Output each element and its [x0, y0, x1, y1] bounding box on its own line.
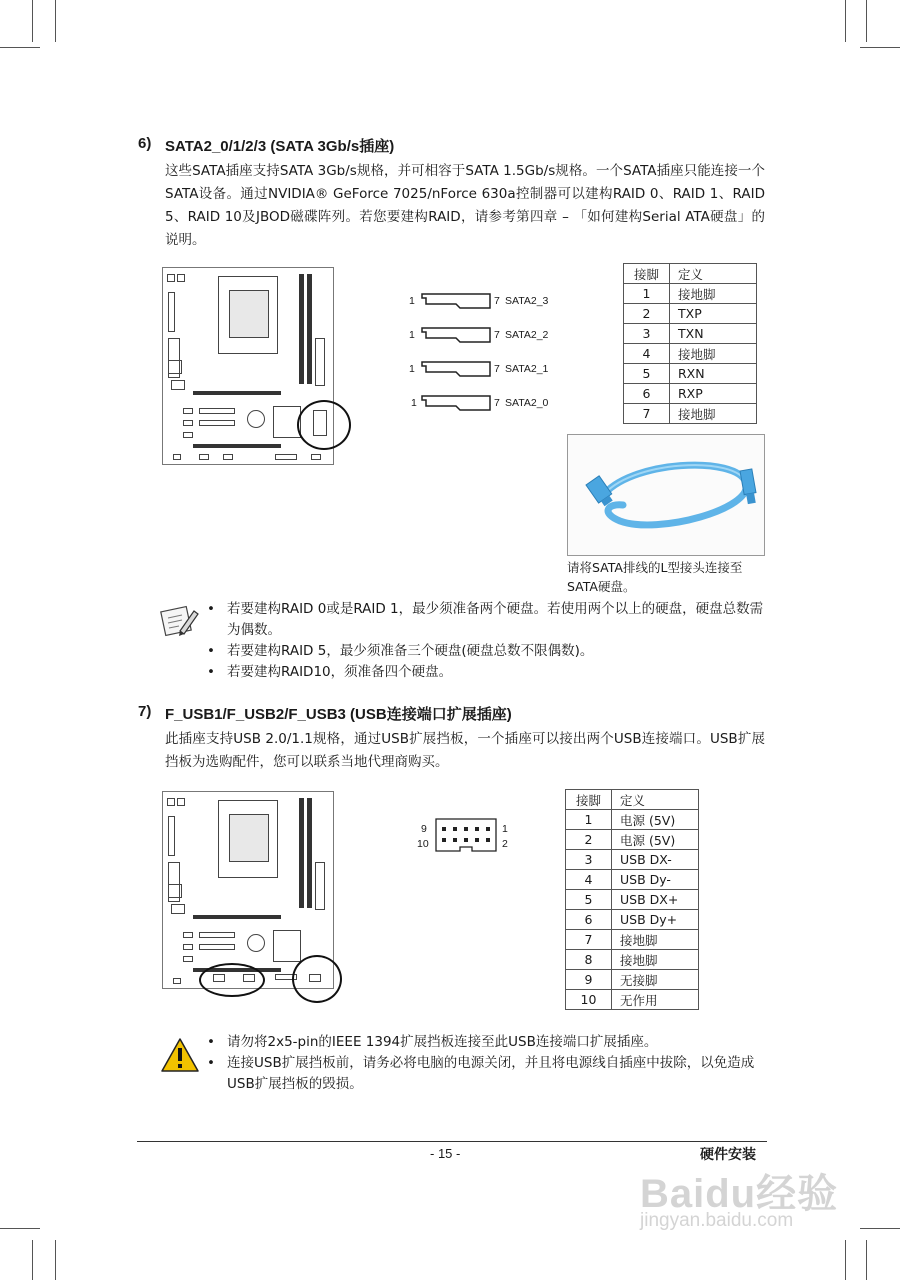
table-row	[624, 344, 757, 364]
table-cell: 7	[624, 404, 670, 424]
footer-section-name: 硬件安装	[700, 1147, 756, 1163]
table-row	[566, 950, 699, 970]
section-number: 6)	[138, 135, 152, 152]
usb-pin-label: 10	[417, 838, 429, 850]
table-cell: 1	[624, 284, 670, 304]
sata-cable-photo	[567, 434, 765, 556]
table-row	[566, 890, 699, 910]
section-title: SATA2_0/1/2/3 (SATA 3Gb/s插座)	[165, 138, 395, 155]
table-cell: 9	[566, 970, 612, 990]
table-cell: 3	[624, 324, 670, 344]
usb-warning-list	[207, 1032, 767, 1095]
highlight-ellipse	[199, 963, 265, 997]
footer-divider	[137, 1141, 767, 1142]
table-cell: USB Dy+	[612, 910, 699, 930]
table-cell: RXP	[670, 384, 757, 404]
page-number: - 15 -	[430, 1146, 461, 1161]
table-cell: 接地脚	[670, 404, 757, 424]
sata-pin-first: 1	[411, 397, 417, 409]
table-cell: 接地脚	[612, 950, 699, 970]
table-cell: 接地脚	[612, 930, 699, 950]
usb-pin-label: 2	[502, 838, 508, 850]
table-row	[566, 830, 699, 850]
table-cell: 接地脚	[670, 284, 757, 304]
table-cell: RXN	[670, 364, 757, 384]
section-title: F_USB1/F_USB2/F_USB3 (USB连接端口扩展插座)	[165, 706, 512, 723]
table-row	[566, 970, 699, 990]
raid-notes-list	[207, 599, 767, 683]
table-header-row	[624, 264, 757, 284]
sata-pin-last: 7	[494, 329, 500, 341]
table-header-pin: 接脚	[624, 264, 670, 284]
section-6-paragraph: 这些SATA插座支持SATA 3Gb/s规格，并可相容于SATA 1.5Gb/s规格。一个SATA插座只能连接一个SATA设备。通过NVIDIA® GeForce 7025/nForce 630a控制器可以建构RAID 0、RAID 1、RAID 5、RAID 10及JBOD磁碟阵列。若您要建构RAID，请参考第四章 – 「如何建构Serial ATA硬盘」的说明。	[165, 163, 765, 248]
highlight-circle	[297, 400, 351, 450]
table-row	[624, 364, 757, 384]
table-cell: 2	[624, 304, 670, 324]
table-row	[566, 990, 699, 1010]
sata-pin-last: 7	[494, 397, 500, 409]
baidu-watermark-url: jingyan.baidu.com	[640, 1210, 794, 1231]
sata-connector-label: SATA2_0	[505, 397, 549, 409]
list-item: • 连接USB扩展挡板前，请务必将电脑的电源关闭，并且将电源线自插座中拔除，以免造成USB扩展挡板的毁损。	[207, 1053, 767, 1095]
sata-connector-label: SATA2_2	[505, 329, 549, 341]
table-header-definition: 定义	[612, 790, 699, 810]
table-cell: 6	[624, 384, 670, 404]
baidu-watermark-logo: Baidu经验	[640, 1172, 839, 1216]
table-cell: 无接脚	[612, 970, 699, 990]
table-row	[624, 384, 757, 404]
photo-caption: 请将SATA排线的L型接头连接至SATA硬盘。	[567, 560, 743, 594]
sata-connector-label: SATA2_3	[505, 295, 549, 307]
highlight-circle	[292, 955, 342, 1003]
list-item: • 若要建构RAID10，须准备四个硬盘。	[207, 662, 767, 683]
table-row	[566, 850, 699, 870]
table-row	[624, 284, 757, 304]
table-row	[566, 810, 699, 830]
sata-pin-first: 1	[409, 295, 415, 307]
table-row	[566, 930, 699, 950]
list-item: • 若要建构RAID 0或是RAID 1，最少须准备两个硬盘。若使用两个以上的硬盘，硬盘总数需为偶数。	[207, 599, 767, 641]
table-cell: 10	[566, 990, 612, 1010]
note-pencil-icon	[160, 603, 200, 639]
table-cell: 1	[566, 810, 612, 830]
table-cell: 8	[566, 950, 612, 970]
table-cell: 4	[624, 344, 670, 364]
warning-icon	[160, 1037, 200, 1073]
table-row	[624, 404, 757, 424]
table-cell: 2	[566, 830, 612, 850]
sata-pin-first: 1	[409, 329, 415, 341]
table-cell: 无作用	[612, 990, 699, 1010]
section-7-paragraph: 此插座支持USB 2.0/1.1规格，通过USB扩展挡板，一个插座可以接出两个USB连接端口。USB扩展挡板为选购配件，您可以联系当地代理商购买。	[165, 731, 765, 770]
table-row	[566, 910, 699, 930]
section-number: 7)	[138, 703, 152, 720]
usb-pin-label: 9	[421, 823, 427, 835]
table-cell: 3	[566, 850, 612, 870]
table-cell: USB Dy-	[612, 870, 699, 890]
table-header-pin: 接脚	[566, 790, 612, 810]
table-cell: 电源 (5V)	[612, 830, 699, 850]
table-row	[624, 304, 757, 324]
sata-pin-last: 7	[494, 295, 500, 307]
usb-header-diagram	[434, 817, 498, 853]
list-item: • 若要建构RAID 5，最少须准备三个硬盘(硬盘总数不限偶数)。	[207, 641, 767, 662]
table-cell: TXN	[670, 324, 757, 344]
table-cell: 6	[566, 910, 612, 930]
usb-pin-table	[565, 789, 699, 1010]
sata-connector	[420, 291, 492, 311]
table-header-row	[566, 790, 699, 810]
table-cell: 电源 (5V)	[612, 810, 699, 830]
list-item: • 请勿将2x5-pin的IEEE 1394扩展挡板连接至此USB连接端口扩展插座。	[207, 1032, 767, 1053]
sata-pin-first: 1	[409, 363, 415, 375]
table-cell: TXP	[670, 304, 757, 324]
sata-connector	[420, 325, 492, 345]
table-row	[624, 324, 757, 344]
sata-connector-label: SATA2_1	[505, 363, 549, 375]
table-cell: 4	[566, 870, 612, 890]
sata-pin-last: 7	[494, 363, 500, 375]
sata-connector	[420, 393, 492, 413]
table-row	[566, 870, 699, 890]
table-cell: USB DX+	[612, 890, 699, 910]
table-cell: USB DX-	[612, 850, 699, 870]
table-header-definition: 定义	[670, 264, 757, 284]
table-cell: 5	[566, 890, 612, 910]
sata-pin-table	[623, 263, 757, 424]
table-cell: 7	[566, 930, 612, 950]
table-cell: 5	[624, 364, 670, 384]
sata-connector	[420, 359, 492, 379]
usb-pin-label: 1	[502, 823, 508, 835]
table-cell: 接地脚	[670, 344, 757, 364]
